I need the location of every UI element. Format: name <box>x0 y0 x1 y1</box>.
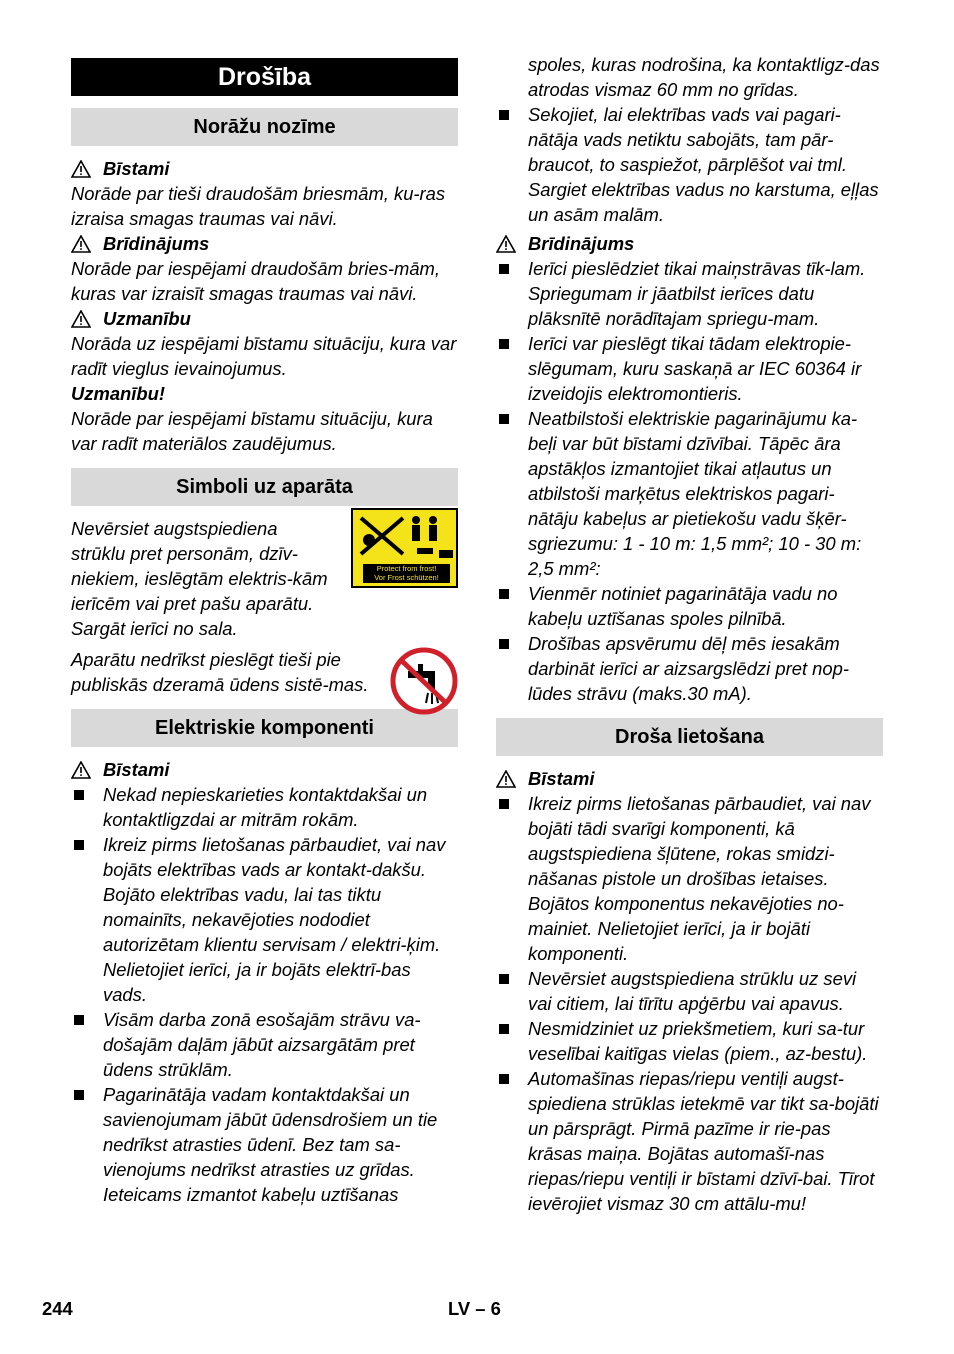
paragraph: Nevērsiet augstspiediena strūklu pret personām, dzīv-niekiem, ieslēgtām elektris-kām ierīcēm vai pret pašu aparātu. <box>71 518 328 614</box>
left-column <box>71 58 458 1207</box>
list-item <box>71 1007 458 1082</box>
bullet-square-icon <box>499 589 509 599</box>
warning-label: Brīdinājums <box>528 233 635 254</box>
bullet-square-icon <box>499 264 509 274</box>
warning-triangle-icon <box>71 761 91 779</box>
list-item-text: Visām darba zonā esošajām strāvu va-došajām daļām jābūt aizsargātām pret ūdens strūklām. <box>103 1009 421 1080</box>
list-item <box>496 1066 883 1216</box>
bullet-square-icon <box>499 639 509 649</box>
no-spray-people-icon <box>353 510 456 566</box>
bullet-square-icon <box>499 110 509 120</box>
warning-bridinajums <box>496 231 883 256</box>
page-number: 244 <box>42 1298 73 1319</box>
paragraph: Norāde par iespējami draudošām bries-mām, kuras var izraisīt smagas traumas vai nāvi. <box>71 258 440 304</box>
warning-bridinajums <box>71 231 458 256</box>
list-item-text: Sekojiet, lai elektrības vads vai pagari-nātāja vads netiktu sabojāts, tam pār-braucot, to saspiežot, pārplēšot vai tml. Sargiet elektrības vadus no karstuma, eļļas un asām malām. <box>528 104 879 225</box>
list-item-text: Ikreiz pirms lietošanas pārbaudiet, vai nav bojāts elektrības vads ar kontakt-dakšu. Bojāto elektrības vadu, lai tas tiktu nomainīts, nekavējoties nododiet autorizētam klientu servisam / elektri-ķim. Nelietojiet ierīci, ja ir bojāts elektrī-bas vads. <box>103 834 446 1005</box>
section-heading-elektriskie: Elektriskie komponenti <box>71 709 458 747</box>
paragraph: Norāde par iespējami bīstamu situāciju, kura var radīt materiālos zaudējumus. <box>71 408 433 454</box>
frost-label-line1: Protect from frost! <box>376 564 437 573</box>
warning-uzmanibu <box>71 306 458 331</box>
bullet-square-icon <box>499 799 509 809</box>
bullet-square-icon <box>499 339 509 349</box>
bullet-square-icon <box>74 1015 84 1025</box>
bullet-square-icon <box>499 1024 509 1034</box>
warning-label: Bīstami <box>103 158 170 179</box>
warning-triangle-icon <box>71 310 91 328</box>
paragraph: Aparātu nedrīkst pieslēgt tieši pie publiskās dzeramā ūdens sistē-mas. <box>71 649 369 695</box>
list-item-text: Nevērsiet augstspiediena strūklu uz sevi vai citiem, lai tīrītu apģērbu vai apavus. <box>528 968 857 1014</box>
warning-triangle-icon <box>71 235 91 253</box>
list-item-text: Vienmēr notiniet pagarinātāja vadu no kabeļu uztīšanas spoles pilnībā. <box>528 583 838 629</box>
section-heading-simboli: Simboli uz aparāta <box>71 468 458 506</box>
list-item-text: Automašīnas riepas/riepu ventiļi augst-spiediena strūklas ietekmē var tikt sa-bojāti un pārsprāgt. Pirmā pazīme ir rie-pas krāsas maiņa. Bojātas automašī-nas riepas/riepu ventiļi ir bīstami dzīvī-bai. Tīrot ievērojiet vismaz 30 cm attālu-mu! <box>528 1068 879 1214</box>
list-item <box>496 406 883 581</box>
frost-label-line2: Vor Frost schützen! <box>374 573 439 582</box>
list-item <box>496 581 883 631</box>
symbol-row-frost <box>71 516 458 641</box>
list-item <box>496 791 883 966</box>
warning-triangle-icon <box>71 160 91 178</box>
bullet-square-icon <box>74 790 84 800</box>
paragraph: Norāda uz iespējami bīstamu situāciju, kura var radīt vieglus ievainojumus. <box>71 333 457 379</box>
list-item <box>496 102 883 227</box>
warning-label: Brīdinājums <box>103 233 210 254</box>
list-item <box>496 256 883 331</box>
list-item-text: Ierīci var pieslēgt tikai tādam elektropie-slēgumam, kuru saskaņā ar IEC 60364 ir izveidojis elektromontieris. <box>528 333 862 404</box>
list-item-text: spoles, kuras nodrošina, ka kontaktligz-das atrodas vismaz 60 mm no grīdas. <box>528 54 880 100</box>
right-column <box>496 52 883 1216</box>
warning-uzmanibu-material <box>71 381 458 406</box>
list-item-continuation <box>496 52 883 102</box>
warning-bistami <box>496 766 883 791</box>
section-heading-lietosana: Droša lietošana <box>496 718 883 756</box>
bullet-square-icon <box>499 1074 509 1084</box>
no-drinking-water-connection-icon <box>390 647 458 715</box>
list-item <box>71 1082 458 1207</box>
list-item <box>71 782 458 832</box>
list-item-text: Drošības apsvērumu dēļ mēs iesakām darbināt ierīci ar aizsargslēdzi pret nop-lūdes strāvu (maks.30 mA). <box>528 633 849 704</box>
paragraph: Norāde par tieši draudošām briesmām, ku-ras izraisa smagas traumas vai nāvi. <box>71 183 446 229</box>
list-item-text: Neatbilstoši elektriskie pagarinājumu ka-beļi var būt bīstami dzīvībai. Tāpēc āra apstākļos izmantojiet tikai atļautus un atbilstoši marķētus elektriskos pagari-nātāju kabeļus ar pietiekošu vadu šķēr-sgriezumu: 1 - 10 m: 1,5 mm²; 10 - 30 m: 2,5 mm²: <box>528 408 862 579</box>
warning-label: Bīstami <box>103 759 170 780</box>
warning-triangle-icon <box>496 770 516 788</box>
warning-label: Uzmanību <box>103 308 191 329</box>
language-page-marker: LV – 6 <box>448 1298 501 1319</box>
warning-triangle-icon <box>496 235 516 253</box>
frost-sign-label <box>363 564 450 583</box>
warning-bistami <box>71 757 458 782</box>
warning-label: Uzmanību! <box>71 383 165 404</box>
list-item <box>496 331 883 406</box>
paragraph: Sargāt ierīci no sala. <box>71 618 238 639</box>
list-item-text: Ikreiz pirms lietošanas pārbaudiet, vai nav bojāti tādi svarīgi komponenti, kā augstspiediena šļūtene, rokas smidzi-nāšanas pistole un drošības ietaises. Bojātos komponentus nekavējoties no-mainiet. Nelietojiet ierīci, ja ir bojāti komponenti. <box>528 793 871 964</box>
frost-warning-sign <box>351 508 458 588</box>
list-item <box>71 832 458 1007</box>
list-item <box>496 631 883 706</box>
warning-bistami <box>71 156 458 181</box>
list-item <box>496 966 883 1016</box>
list-item-text: Ierīci pieslēdziet tikai maiņstrāvas tīk-lam. Spriegumam ir jāatbilst ierīces datu plāksnītē norādītajam spriegu-mam. <box>528 258 866 329</box>
bullet-square-icon <box>74 1090 84 1100</box>
bullet-square-icon <box>74 840 84 850</box>
list-item-text: Nekad nepieskarieties kontaktdakšai un kontaktligzdai ar mitrām rokām. <box>103 784 428 830</box>
bullet-square-icon <box>499 974 509 984</box>
bullet-square-icon <box>499 414 509 424</box>
symbol-row-water <box>71 647 458 697</box>
list-item-text: Nesmidziniet uz priekšmetiem, kuri sa-tur veselībai kaitīgas vielas (piem., az-bestu). <box>528 1018 868 1064</box>
list-item <box>496 1016 883 1066</box>
warning-label: Bīstami <box>528 768 595 789</box>
page-title: Drošība <box>71 58 458 96</box>
section-heading-norazu: Norāžu nozīme <box>71 108 458 146</box>
list-item-text: Pagarinātāja vadam kontaktdakšai un savienojumam jābūt ūdensdrošiem un tie nedrīkst atrasties ūdenī. Bez tam sa-vienojums nedrīkst atrasties uz grīdas. Ieteicams izmantot kabeļu uztīšanas <box>103 1084 438 1205</box>
